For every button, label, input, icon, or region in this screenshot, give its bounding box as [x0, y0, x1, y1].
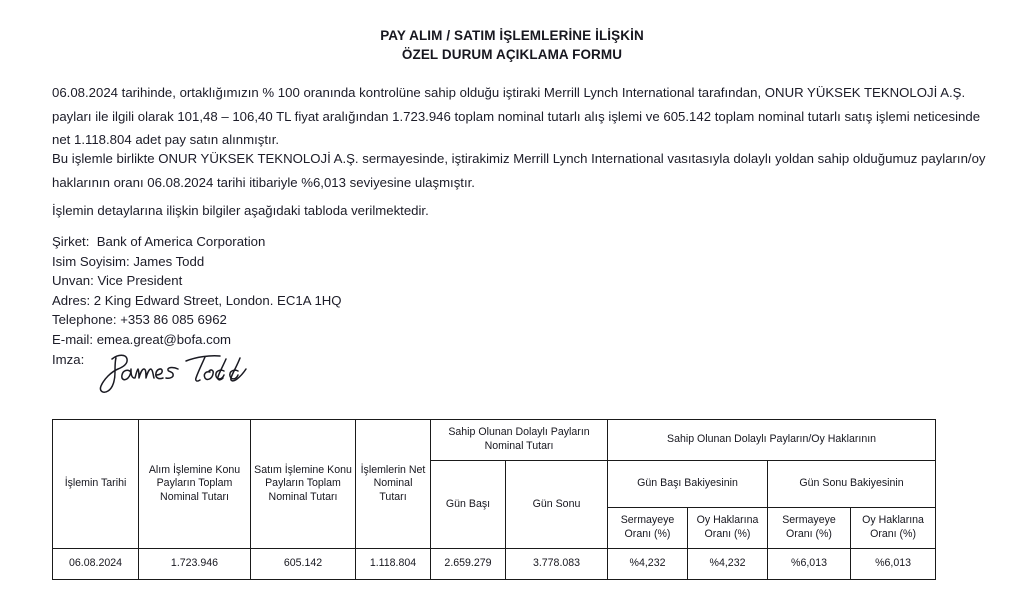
paragraph-ownership-ratio: Bu işlemle birlikte ONUR YÜKSEK TEKNOLOJİ A.Ş. sermayesinde, iştirakimiz Merrill Lynch International vasıtasıyla dolaylı yoldan sahip olduğumuz payların/oy haklarının oranı 06.08.2024 tarihi itibariyle %6,013 seviyesine ulaşmıştır.	[52, 151, 986, 190]
cell-gs-oy-haklarina: %6,013	[851, 549, 936, 580]
cell-gs-sermayeye: %6,013	[768, 549, 851, 580]
th-sermayeye-orani-2: Sermayeye Oranı (%)	[768, 508, 851, 549]
th-islemlerin-net: İşlemlerin Net Nominal Tutarı	[356, 420, 431, 549]
contact-address: Adres: 2 King Edward Street, London. EC1A 1HQ	[52, 292, 342, 308]
th-sahip-nominal: Sahip Olunan Dolaylı Payların Nominal Tutarı	[431, 420, 608, 461]
th-islemin-tarihi: İşlemin Tarihi	[53, 420, 139, 549]
contact-telephone: Telephone: +353 86 085 6962	[52, 312, 227, 328]
cell-net-nominal: 1.118.804	[356, 549, 431, 580]
paragraph-table-reference: İşlemin detaylarına ilişkin bilgiler aşağıdaki tabloda verilmektedir.	[52, 203, 429, 218]
contact-company: Şirket: Bank of America Corporation	[52, 234, 266, 249]
th-sermayeye-orani-1: Sermayeye Oranı (%)	[608, 508, 688, 549]
signature-image	[68, 348, 288, 396]
table-row	[53, 549, 936, 580]
contact-email: E-mail: emea.great@bofa.com	[52, 331, 232, 347]
th-oy-haklarina-orani-2: Oy Haklarına Oranı (%)	[851, 508, 936, 549]
transaction-details-table	[52, 419, 936, 580]
document-title-line-2: ÖZEL DURUM AÇIKLAMA FORMU	[401, 47, 623, 62]
document-title	[0, 26, 1024, 64]
th-gun-basi-bakiyesinin: Gün Başı Bakiyesinin	[608, 461, 768, 508]
th-sahip-oy: Sahip Olunan Dolaylı Payların/Oy Haklarının	[608, 420, 936, 461]
paragraph-transaction-summary: 06.08.2024 tarihinde, ortaklığımızın % 100 oranında kontrolüne sahip olduğu iştiraki Merrill Lynch International tarafından, ONUR YÜKSEK TEKNOLOJİ A.Ş. payları ile ilgili olarak 101,48 – 106,40 TL fiyat aralığından 1.723.946 toplam nominal tutarlı alış işlemi ve 605.142 toplam nominal tutarlı satış işlemi neticesinde net 1.118.804 adet pay satın alınmıştır.	[52, 85, 981, 147]
contact-name: Isim Soyisim: James Todd	[52, 253, 205, 269]
th-satim-islemine: Satım İşlemine Konu Payların Toplam Nominal Tutarı	[251, 420, 356, 549]
cell-gb-sermayeye: %4,232	[608, 549, 688, 580]
cell-gun-sonu: 3.778.083	[506, 549, 608, 580]
document-title-line-1: PAY ALIM / SATIM İŞLEMLERİNE İLİŞKİN	[380, 28, 644, 43]
cell-alim-toplam: 1.723.946	[139, 549, 251, 580]
th-gun-sonu: Gün Sonu	[506, 461, 608, 549]
contact-title: Unvan: Vice President	[52, 273, 183, 289]
transaction-details-table-wrapper	[52, 419, 935, 580]
th-gun-basi: Gün Başı	[431, 461, 506, 549]
cell-satim-toplam: 605.142	[251, 549, 356, 580]
th-gun-sonu-bakiyesinin: Gün Sonu Bakiyesinin	[768, 461, 936, 508]
th-oy-haklarina-orani-1: Oy Haklarına Oranı (%)	[688, 508, 768, 549]
cell-islemin-tarihi: 06.08.2024	[53, 549, 139, 580]
contact-signature-label: Imza:	[52, 351, 85, 367]
table-header-row-1	[53, 420, 936, 461]
cell-gun-basi: 2.659.279	[431, 549, 506, 580]
signature-icon	[68, 348, 288, 396]
th-alim-islemine: Alım İşlemine Konu Payların Toplam Nominal Tutarı	[139, 420, 251, 549]
cell-gb-oy-haklarina: %4,232	[688, 549, 768, 580]
